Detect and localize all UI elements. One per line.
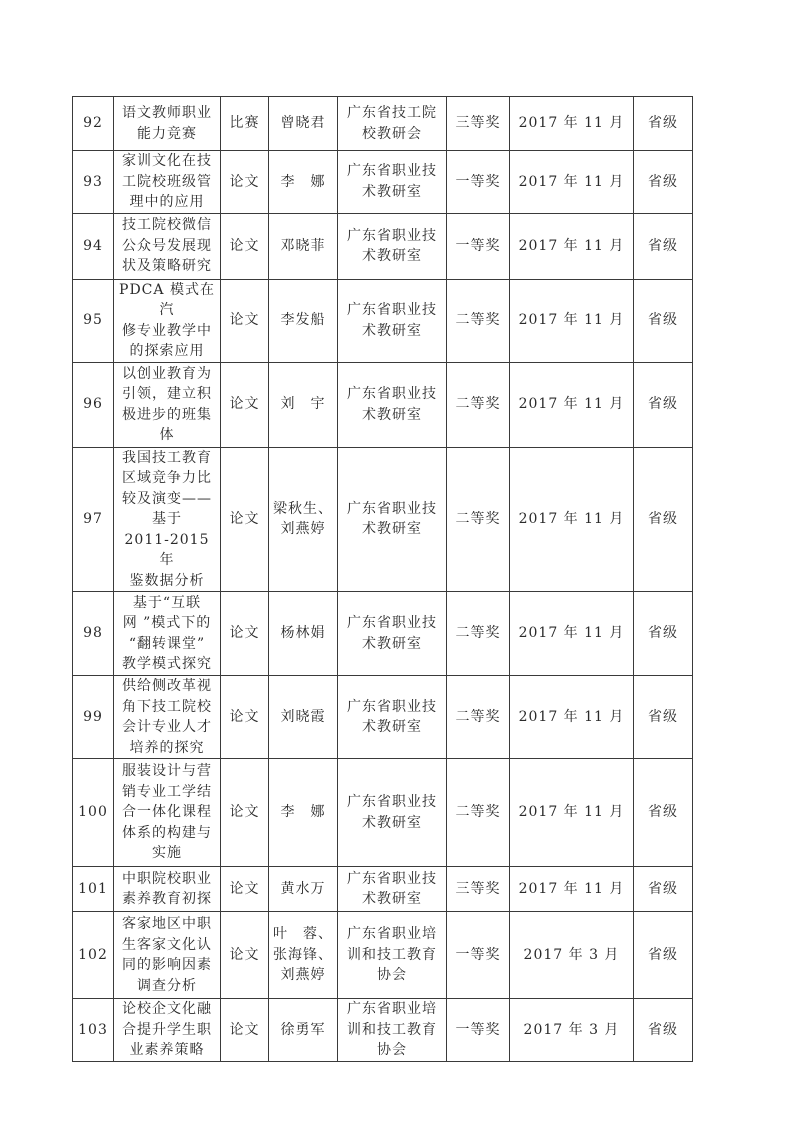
entry-author-line: 黄水万 bbox=[280, 880, 326, 897]
awarding-organization bbox=[338, 676, 447, 759]
awarding-organization-line: 术教研室 bbox=[362, 248, 422, 264]
award-grade: 一等奖 bbox=[447, 213, 510, 279]
entry-title-line: 角下技工院校 bbox=[122, 698, 212, 715]
entry-title-line: 论校企文化融 bbox=[122, 1001, 212, 1017]
table-row bbox=[73, 279, 693, 362]
award-date: 2017 年 11 月 bbox=[510, 447, 634, 592]
entry-title bbox=[114, 676, 221, 759]
entry-title bbox=[114, 151, 221, 214]
award-level: 省级 bbox=[634, 759, 693, 867]
entry-title-line: 同的影响因素 bbox=[122, 957, 212, 973]
award-date: 2017 年 11 月 bbox=[510, 279, 634, 362]
awarding-organization bbox=[338, 362, 447, 447]
entry-title-line: 极进步的班集 bbox=[122, 406, 212, 423]
entry-title bbox=[114, 279, 221, 362]
entry-title-line: 教学模式探究 bbox=[122, 656, 212, 672]
awarding-organization bbox=[338, 759, 447, 867]
award-date: 2017 年 11 月 bbox=[510, 362, 634, 447]
award-date: 2017 年 3 月 bbox=[510, 912, 634, 999]
awarding-organization bbox=[338, 213, 447, 279]
award-level: 省级 bbox=[634, 676, 693, 759]
award-date: 2017 年 11 月 bbox=[510, 867, 634, 912]
row-number: 93 bbox=[73, 151, 114, 214]
awarding-organization-line: 校教研会 bbox=[362, 125, 422, 142]
table-row bbox=[73, 447, 693, 592]
entry-type: 比赛 bbox=[221, 97, 269, 151]
awarding-organization-line: 广东省职业技 bbox=[347, 227, 437, 244]
award-grade: 一等奖 bbox=[447, 912, 510, 999]
entry-author bbox=[269, 912, 338, 999]
award-level: 省级 bbox=[634, 97, 693, 151]
awarding-organization-line: 术教研室 bbox=[362, 814, 422, 831]
row-number: 99 bbox=[73, 676, 114, 759]
awarding-organization bbox=[338, 999, 447, 1062]
awarding-organization-line: 术教研室 bbox=[362, 406, 422, 423]
awarding-organization-line: 广东省职业技 bbox=[347, 794, 437, 810]
awarding-organization-line: 广东省职业技 bbox=[347, 302, 437, 318]
entry-title bbox=[114, 759, 221, 867]
entry-title-line: 修专业教学中 bbox=[122, 322, 212, 339]
awarding-organization-line: 术教研室 bbox=[362, 891, 422, 907]
awarding-organization-line: 训和技工教育 bbox=[347, 946, 437, 963]
entry-title-line: 客家地区中职 bbox=[122, 916, 212, 932]
row-number: 102 bbox=[73, 912, 114, 999]
entry-title-line: 培养的探究 bbox=[129, 739, 205, 756]
entry-title bbox=[114, 592, 221, 676]
entry-title-line: 供给侧改革视 bbox=[122, 678, 212, 694]
entry-title-line: 业素养策略 bbox=[129, 1042, 205, 1058]
row-number: 94 bbox=[73, 213, 114, 279]
entry-title-line: 区域竞争力比 bbox=[122, 470, 212, 486]
entry-title-line: 调查分析 bbox=[137, 977, 197, 994]
entry-title-line: 生客家文化认 bbox=[122, 936, 212, 953]
entry-author bbox=[269, 447, 338, 592]
awarding-organization-line: 训和技工教育 bbox=[347, 1021, 437, 1038]
entry-author bbox=[269, 592, 338, 676]
entry-title-line: 以创业教育为 bbox=[122, 365, 212, 382]
awarding-organization-line: 术教研室 bbox=[362, 183, 422, 200]
awarding-organization-line: 广东省职业培 bbox=[347, 1001, 437, 1017]
awarding-organization-line: 广东省职业技 bbox=[347, 870, 437, 887]
awarding-organization-line: 协会 bbox=[377, 967, 407, 984]
table-row bbox=[73, 759, 693, 867]
entry-title bbox=[114, 97, 221, 151]
award-date: 2017 年 11 月 bbox=[510, 676, 634, 759]
entry-title-line: 鉴数据分析 bbox=[129, 572, 205, 589]
table-row bbox=[73, 592, 693, 676]
award-date: 2017 年 11 月 bbox=[510, 151, 634, 214]
awarding-organization-line: 术教研室 bbox=[362, 322, 422, 339]
entry-author bbox=[269, 759, 338, 867]
row-number: 97 bbox=[73, 447, 114, 592]
table-row bbox=[73, 999, 693, 1062]
table-row bbox=[73, 213, 693, 279]
entry-title-line: 基于 bbox=[152, 511, 182, 527]
award-grade: 二等奖 bbox=[447, 362, 510, 447]
row-number: 98 bbox=[73, 592, 114, 676]
entry-title-line: 引领，建立积 bbox=[122, 386, 212, 402]
awarding-organization bbox=[338, 97, 447, 151]
award-level: 省级 bbox=[634, 592, 693, 676]
entry-author-line: 李 娜 bbox=[280, 804, 326, 821]
entry-type: 论文 bbox=[221, 213, 269, 279]
awarding-organization bbox=[338, 912, 447, 999]
row-number: 96 bbox=[73, 362, 114, 447]
row-number: 100 bbox=[73, 759, 114, 867]
entry-title-line: 销专业工学结 bbox=[122, 783, 212, 800]
entry-title-line: PDCA 模式在汽 bbox=[119, 281, 215, 318]
table-row bbox=[73, 867, 693, 912]
table-row bbox=[73, 362, 693, 447]
awarding-organization-line: 广东省职业培 bbox=[347, 926, 437, 943]
award-level: 省级 bbox=[634, 213, 693, 279]
awarding-organization bbox=[338, 151, 447, 214]
awarding-organization-line: 广东省职业技 bbox=[347, 386, 437, 402]
entry-title bbox=[114, 447, 221, 592]
award-level: 省级 bbox=[634, 151, 693, 214]
row-number: 101 bbox=[73, 867, 114, 912]
entry-title bbox=[114, 213, 221, 279]
awards-table-body bbox=[73, 97, 693, 1062]
entry-title bbox=[114, 999, 221, 1062]
entry-title-line: 状及策略研究 bbox=[122, 258, 212, 275]
entry-type: 论文 bbox=[221, 279, 269, 362]
entry-title-line: 2011-2015 年 bbox=[124, 531, 210, 568]
entry-author bbox=[269, 151, 338, 214]
entry-author bbox=[269, 279, 338, 362]
award-grade: 二等奖 bbox=[447, 592, 510, 676]
entry-type: 论文 bbox=[221, 592, 269, 676]
entry-title-line: 素养教育初探 bbox=[122, 891, 212, 907]
award-grade: 二等奖 bbox=[447, 759, 510, 867]
entry-type: 论文 bbox=[221, 759, 269, 867]
entry-author-line: 梁秋生、 bbox=[273, 500, 333, 517]
entry-title-line: 中职院校职业 bbox=[122, 870, 212, 887]
entry-author-line: 刘 宇 bbox=[280, 396, 326, 413]
entry-title bbox=[114, 867, 221, 912]
row-number: 95 bbox=[73, 279, 114, 362]
award-date: 2017 年 11 月 bbox=[510, 97, 634, 151]
entry-type: 论文 bbox=[221, 676, 269, 759]
entry-type: 论文 bbox=[221, 447, 269, 592]
award-grade: 三等奖 bbox=[447, 97, 510, 151]
entry-author bbox=[269, 676, 338, 759]
entry-title-line: “翻转课堂” bbox=[128, 635, 206, 652]
entry-type: 论文 bbox=[221, 999, 269, 1062]
entry-author-line: 杨林娟 bbox=[280, 625, 326, 642]
award-level: 省级 bbox=[634, 447, 693, 592]
award-level: 省级 bbox=[634, 999, 693, 1062]
award-level: 省级 bbox=[634, 362, 693, 447]
award-level: 省级 bbox=[634, 912, 693, 999]
entry-title-line: 服装设计与营 bbox=[122, 763, 212, 780]
award-grade: 二等奖 bbox=[447, 676, 510, 759]
entry-author-line: 李发船 bbox=[280, 312, 326, 329]
table-row bbox=[73, 151, 693, 214]
entry-title-line: 较及演变—— bbox=[122, 490, 212, 507]
entry-title-line: 实施 bbox=[152, 845, 182, 862]
awarding-organization-line: 广东省职业技 bbox=[347, 698, 437, 715]
award-level: 省级 bbox=[634, 867, 693, 912]
entry-title-line: 网 ”模式下的 bbox=[122, 615, 212, 631]
awarding-organization bbox=[338, 447, 447, 592]
awarding-organization-line: 广东省职业技 bbox=[347, 163, 437, 180]
entry-author bbox=[269, 999, 338, 1062]
row-number: 92 bbox=[73, 97, 114, 151]
table-row bbox=[73, 97, 693, 151]
entry-type: 论文 bbox=[221, 867, 269, 912]
entry-author-line: 曾晓君 bbox=[280, 115, 326, 132]
entry-title-line: 会计专业人才 bbox=[122, 719, 212, 735]
entry-title-line: 的探索应用 bbox=[129, 343, 205, 359]
awarding-organization-line: 术教研室 bbox=[362, 719, 422, 735]
table-row bbox=[73, 912, 693, 999]
row-number: 103 bbox=[73, 999, 114, 1062]
entry-author-line: 徐勇军 bbox=[280, 1021, 326, 1038]
award-grade: 三等奖 bbox=[447, 867, 510, 912]
entry-title-line: 合一体化课程 bbox=[122, 804, 212, 821]
entry-title-line: 理中的应用 bbox=[129, 194, 205, 210]
entry-author-line: 张海锋、 bbox=[273, 946, 333, 963]
award-grade: 一等奖 bbox=[447, 151, 510, 214]
entry-title-line: 我国技工教育 bbox=[122, 449, 212, 466]
award-date: 2017 年 11 月 bbox=[510, 213, 634, 279]
entry-author bbox=[269, 97, 338, 151]
awarding-organization bbox=[338, 279, 447, 362]
entry-type: 论文 bbox=[221, 362, 269, 447]
award-grade: 二等奖 bbox=[447, 279, 510, 362]
awarding-organization-line: 广东省职业技 bbox=[347, 500, 437, 517]
entry-title bbox=[114, 362, 221, 447]
award-level: 省级 bbox=[634, 279, 693, 362]
awarding-organization-line: 术教研室 bbox=[362, 635, 422, 652]
entry-author-line: 刘晓霞 bbox=[280, 708, 326, 725]
awarding-organization-line: 协会 bbox=[377, 1042, 407, 1058]
entry-title-line: 家训文化在技 bbox=[122, 153, 212, 169]
awarding-organization bbox=[338, 592, 447, 676]
entry-title-line: 合提升学生职 bbox=[122, 1021, 212, 1038]
entry-author-line: 刘燕婷 bbox=[280, 967, 326, 984]
entry-type: 论文 bbox=[221, 151, 269, 214]
entry-title-line: 工院校班级管 bbox=[122, 173, 212, 190]
entry-title-line: 体系的构建与 bbox=[122, 824, 212, 841]
entry-title-line: 能力竞赛 bbox=[137, 125, 197, 142]
entry-author-line: 刘燕婷 bbox=[280, 521, 326, 538]
entry-author-line: 李 娜 bbox=[280, 173, 326, 190]
entry-title-line: 体 bbox=[159, 427, 175, 443]
entry-title-line: 基于“互联 bbox=[132, 594, 202, 611]
table-row bbox=[73, 676, 693, 759]
entry-title-line: 公众号发展现 bbox=[122, 237, 212, 254]
entry-author bbox=[269, 362, 338, 447]
entry-title-line: 语文教师职业 bbox=[122, 105, 212, 121]
award-grade: 一等奖 bbox=[447, 999, 510, 1062]
entry-author-line: 叶 蓉、 bbox=[273, 926, 333, 943]
awarding-organization-line: 广东省技工院 bbox=[347, 105, 437, 121]
entry-title-line: 技工院校微信 bbox=[122, 217, 212, 234]
awarding-organization bbox=[338, 867, 447, 912]
award-date: 2017 年 3 月 bbox=[510, 999, 634, 1062]
award-date: 2017 年 11 月 bbox=[510, 759, 634, 867]
entry-type: 论文 bbox=[221, 912, 269, 999]
awards-table bbox=[72, 96, 693, 1062]
entry-author bbox=[269, 213, 338, 279]
entry-author-line: 邓晓菲 bbox=[280, 237, 326, 254]
award-date: 2017 年 11 月 bbox=[510, 592, 634, 676]
entry-title bbox=[114, 912, 221, 999]
awarding-organization-line: 广东省职业技 bbox=[347, 615, 437, 631]
entry-author bbox=[269, 867, 338, 912]
awarding-organization-line: 术教研室 bbox=[362, 521, 422, 538]
award-grade: 二等奖 bbox=[447, 447, 510, 592]
